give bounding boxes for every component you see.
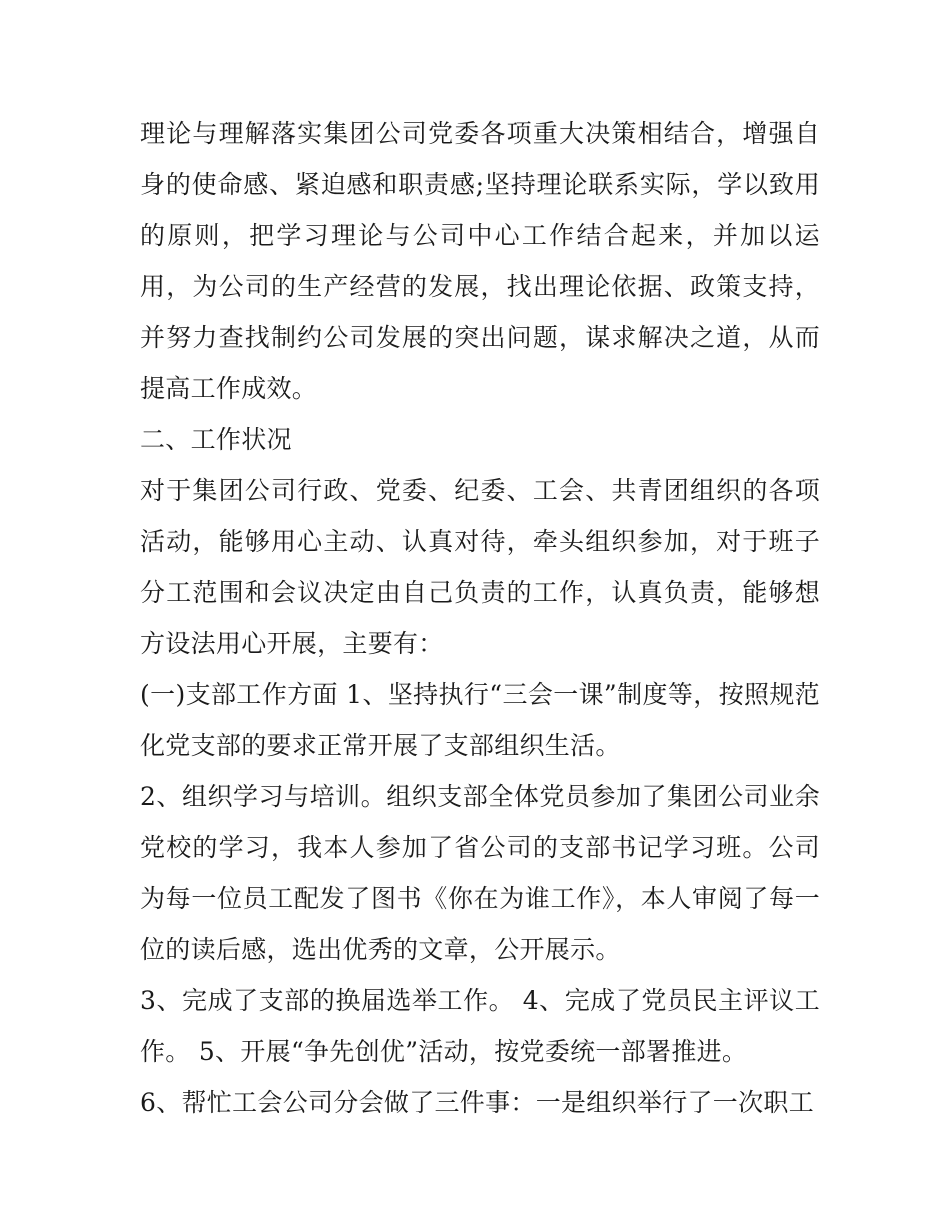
document-body xyxy=(140,108,820,1128)
section-heading-work-status: 二、工作状况 xyxy=(140,425,292,454)
paragraph-activities: 对于集团公司行政、党委、纪委、工会、共青团组织的各项活动，能够用心主动、认真对待，牵头组织参加，对于班子分工范围和会议决定由自己负责的工作，认真负责，能够想方设法用心开展，主要有： xyxy=(140,476,820,658)
paragraph-study-theory: 理论与理解落实集团公司党委各项重大决策相结合，增强自身的使命感、紧迫感和职责感;坚持理论联系实际，学以致用的原则，把学习理论与公司中心工作结合起来，并加以运用，为公司的生产经营的发展，找出理论依据、政策支持，并努力查找制约公司发展的突出问题，谋求解决之道，从而提高工作成效。 xyxy=(140,119,820,403)
paragraph-union-help: 6、帮忙工会公司分会做了三件事：一是组织举行了一次职工 xyxy=(140,1088,815,1117)
paragraph-branch-work: (一)支部工作方面 1、坚持执行“三会一课”制度等，按照规范化党支部的要求正常开展了支部组织生活。 xyxy=(140,680,820,760)
paragraph-election-evaluation: 3、完成了支部的换届选举工作。 4、完成了党员民主评议工作。 5、开展“争先创优”活动，按党委统一部署推进。 xyxy=(140,986,820,1066)
paragraph-training: 2、组织学习与培训。组织支部全体党员参加了集团公司业余党校的学习，我本人参加了省公司的支部书记学习班。公司为每一位员工配发了图书《你在为谁工作》，本人审阅了每一位的读后感，选出优秀的文章，公开展示。 xyxy=(140,782,820,964)
